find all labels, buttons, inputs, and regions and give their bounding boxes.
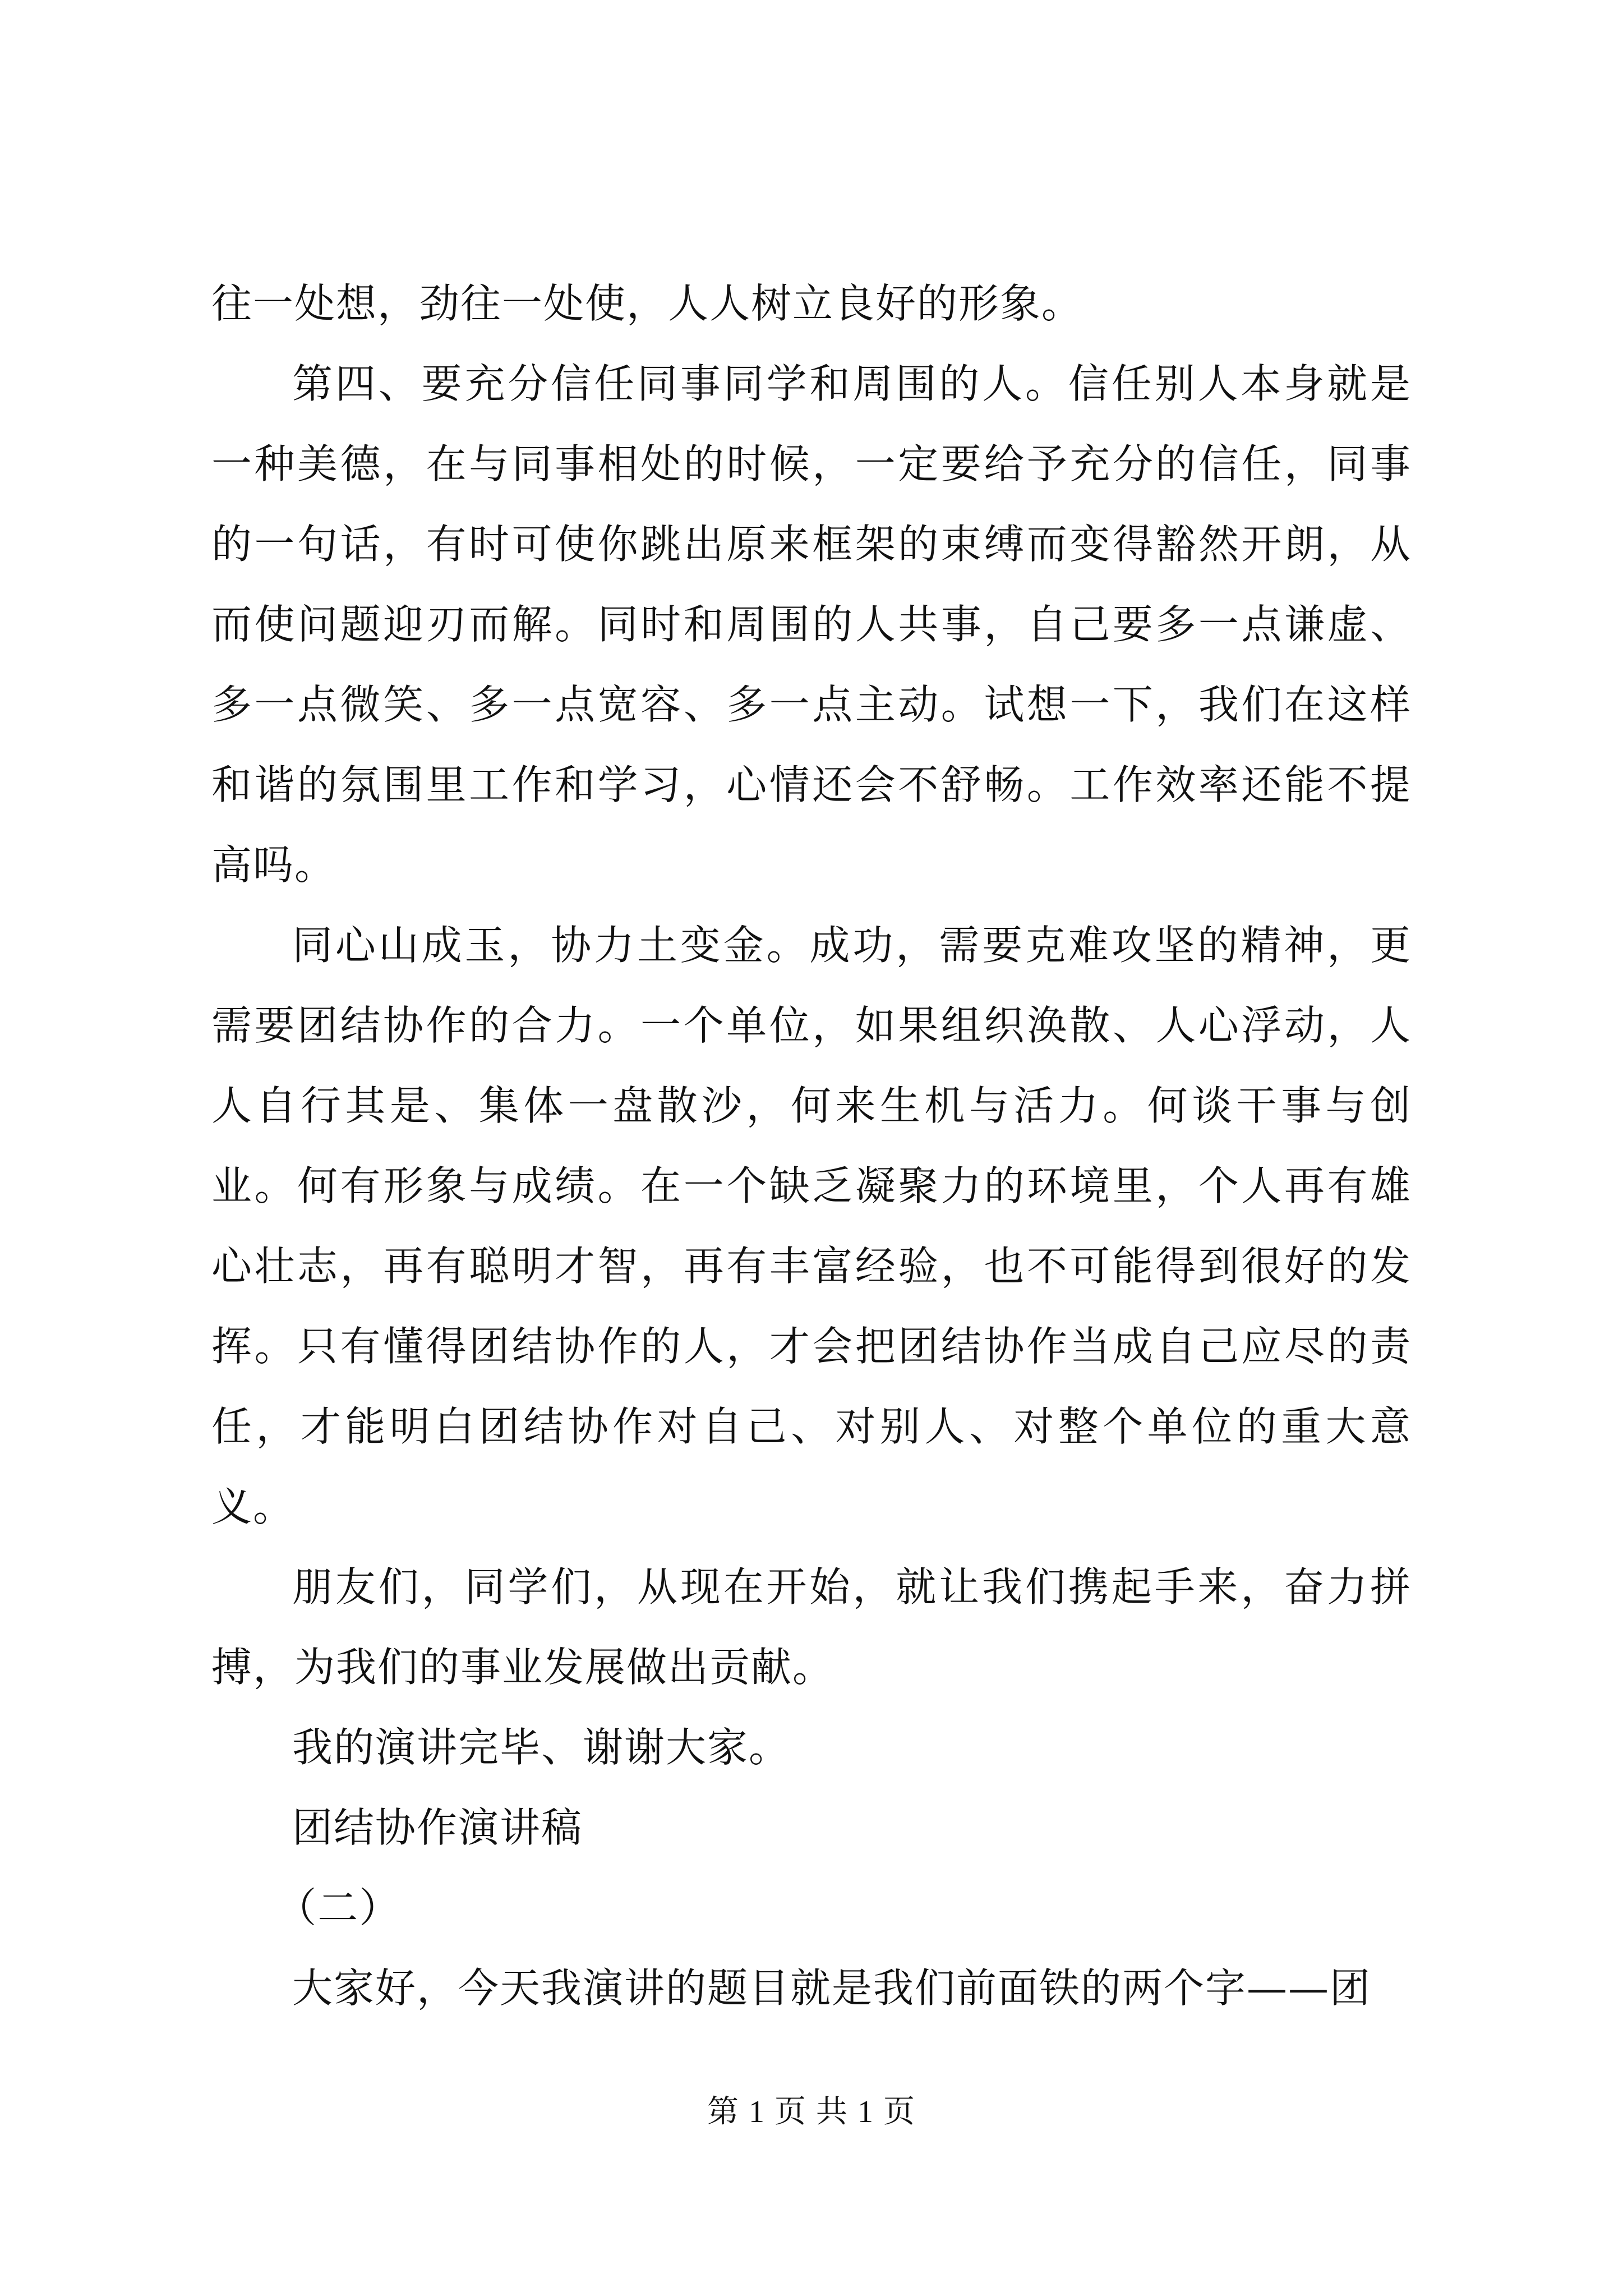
- paragraph-continuation: 往一处想，劲往一处使，人人树立良好的形象。: [211, 280, 1083, 327]
- paragraph-closing: 我的演讲完毕、谢谢大家。: [292, 1724, 791, 1771]
- paragraph-call-to-action: 朋友们，同学们，从现在开始，就让我们携起手来，奋力拼搏，为我们的事业发展做出贡献。: [211, 1563, 1412, 1691]
- paragraph-unity: 同心山成玉，协力土变金。成功，需要克难攻坚的精神，更需要团结协作的合力。一个单位，如果组织涣散、人心浮动，人人自行其是、集体一盘散沙，何来生机与活力。何谈干事与创业。何有形象与成绩。在一个缺乏凝聚力的环境里，个人再有雄心壮志，再有聪明才智，再有丰富经验，也不可能得到很好的发挥。只有懂得团结协作的人，才会把团结协作当成自己应尽的责任，才能明白团结协作对自己、对别人、对整个单位的重大意义。: [211, 922, 1412, 1530]
- section-title: 团结协作演讲稿: [292, 1804, 583, 1851]
- document-body: [211, 264, 1412, 2028]
- paragraph-trust: 第四、要充分信任同事同学和周围的人。信任别人本身就是一种美德，在与同事相处的时候，一定要给予充分的信任，同事的一句话，有时可使你跳出原来框架的束缚而变得豁然开朗，从而使问题迎刃而解。同时和周围的人共事，自己要多一点谦虚、多一点微笑、多一点宽容、多一点主动。试想一下，我们在这样和谐的氛围里工作和学习，心情还会不舒畅。工作效率还能不提高吗。: [211, 360, 1412, 889]
- paragraph-opening: 大家好，今天我演讲的题目就是我们前面铁的两个字——团: [292, 1964, 1372, 2012]
- page-footer: 第 1 页 共 1 页: [707, 2095, 916, 2129]
- section-number: （二）: [276, 1884, 401, 1931]
